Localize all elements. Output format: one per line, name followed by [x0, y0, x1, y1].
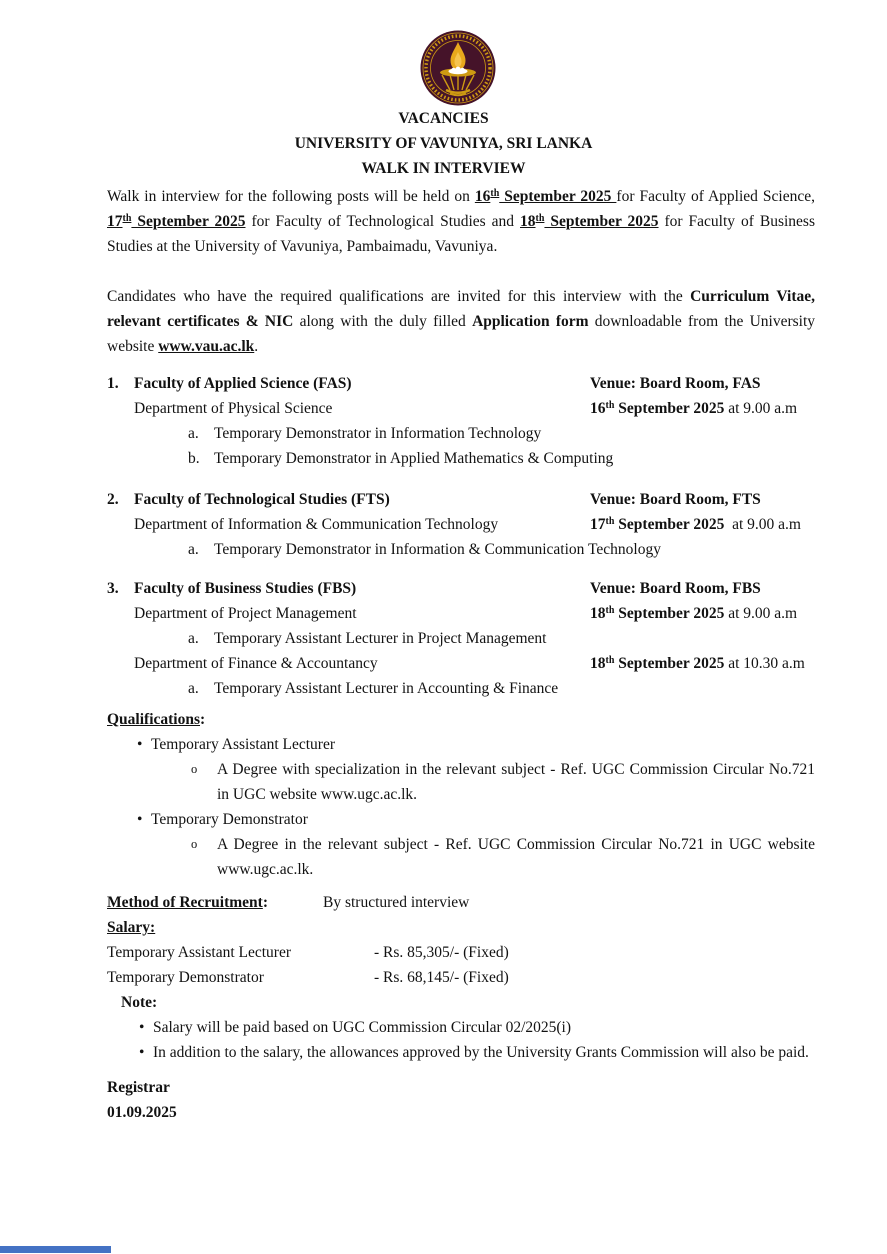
post-letter: a.	[188, 541, 199, 558]
bullet-dot-icon: •	[139, 1044, 145, 1061]
qualification-role-item	[137, 732, 815, 757]
post-item	[188, 446, 815, 471]
salary-amount: - Rs. 85,305/- (Fixed)	[374, 944, 509, 961]
faculty-block-applied-science	[107, 371, 815, 471]
post-title: Temporary Assistant Lecturer in Project Management	[214, 630, 547, 647]
post-item	[188, 537, 815, 562]
post-title: Temporary Demonstrator in Information & Communication Technology	[214, 541, 661, 558]
qualification-detail-item	[191, 757, 815, 807]
faculty-number: 1.	[107, 375, 119, 392]
department-name: Department of Project Management	[134, 605, 357, 622]
university-website-link[interactable]: www.vau.ac.lk	[158, 338, 255, 355]
qualification-role-item	[137, 807, 815, 832]
footer-accent-bar	[0, 1246, 111, 1253]
post-letter: a.	[188, 425, 199, 442]
qualification-detail: A Degree in the relevant subject - Ref. UGC Commission Circular No.721 in UGC website www.ugc.ac.lk.	[217, 836, 815, 878]
faculty-block-technological-studies	[107, 487, 815, 562]
notice-date: 01.09.2025	[107, 1104, 177, 1121]
post-title: Temporary Demonstrator in Information Technology	[214, 425, 542, 442]
bullet-circle-icon: o	[191, 837, 198, 851]
note-item	[139, 1015, 815, 1040]
header	[0, 106, 887, 181]
qualification-role: Temporary Demonstrator	[151, 811, 308, 828]
university-name: UNIVERSITY OF VAVUNIYA, SRI LANKA	[294, 135, 593, 152]
note-text: In addition to the salary, the allowances approved by the University Grants Commission will also be paid.	[153, 1044, 809, 1061]
salary-section	[107, 915, 815, 1065]
post-item	[188, 676, 815, 701]
post-title: Temporary Demonstrator in Applied Mathematics & Computing	[214, 450, 614, 467]
vacancies-title: VACANCIES	[398, 110, 489, 127]
signature-block	[107, 1075, 815, 1125]
faculty-number: 3.	[107, 580, 119, 597]
invite-paragraph: Candidates who have the required qualifications are invited for this interview with the Curriculum Vitae, relevant certificates & NIC along with the duly filled Application form downloadable from the University website www.vau.ac.lk.	[107, 288, 816, 355]
bullet-dot-icon: •	[137, 811, 143, 828]
signatory-title: Registrar	[107, 1079, 170, 1096]
note-heading: Note:	[121, 994, 158, 1011]
method-heading: Method of Recruitment	[107, 894, 263, 911]
bullet-dot-icon: •	[139, 1019, 145, 1036]
note-item	[139, 1040, 815, 1065]
salary-role: Temporary Demonstrator	[107, 969, 264, 986]
salary-row	[107, 940, 815, 965]
salary-heading: Salary:	[107, 919, 156, 936]
qualifications-heading: Qualifications	[107, 711, 201, 728]
post-letter: a.	[188, 680, 199, 697]
faculty-block-business-studies	[107, 576, 815, 701]
qualifications-section	[107, 707, 815, 882]
university-crest-icon	[420, 30, 496, 106]
salary-row	[107, 965, 815, 990]
qualification-detail: A Degree with specialization in the relevant subject - Ref. UGC Commission Circular No.721 in UGC website www.ugc.ac.lk.	[217, 761, 815, 803]
qualification-role: Temporary Assistant Lecturer	[151, 736, 335, 753]
qualification-detail-item	[191, 832, 815, 882]
faculty-title: Faculty of Business Studies (FBS)	[134, 580, 357, 597]
note-text: Salary will be paid based on UGC Commission Circular 02/2025(i)	[153, 1019, 572, 1036]
faculty-venue: Venue: Board Room, FAS	[590, 375, 761, 392]
salary-amount: - Rs. 68,145/- (Fixed)	[374, 969, 509, 986]
salary-role: Temporary Assistant Lecturer	[107, 944, 291, 961]
post-item	[188, 626, 815, 651]
faculty-venue: Venue: Board Room, FBS	[590, 580, 761, 597]
faculty-title: Faculty of Applied Science (FAS)	[134, 375, 352, 392]
post-title: Temporary Assistant Lecturer in Accounting & Finance	[214, 680, 559, 697]
interview-datetime: 18th September 2025 at 9.00 a.m	[590, 605, 798, 622]
interview-datetime: 16th September 2025 at 9.00 a.m	[590, 400, 798, 417]
department-name: Department of Physical Science	[134, 400, 333, 417]
method-value: By structured interview	[323, 894, 470, 911]
intro-paragraph: Walk in interview for the following posts will be held on 16th September 2025 for Faculty of Applied Science, 17th September 2025 for Faculty of Technological Studies and 18th September 2025 for Faculty of Business Studies at the University of Vavuniya, Pambaimadu, Vavuniya.	[107, 188, 815, 255]
department-name: Department of Finance & Accountancy	[134, 655, 378, 672]
post-letter: b.	[188, 450, 200, 467]
interview-datetime: 18th September 2025 at 10.30 a.m	[590, 655, 805, 672]
method-of-recruitment-row	[107, 890, 815, 915]
qualifications-colon: :	[200, 711, 206, 728]
walk-in-interview-title: WALK IN INTERVIEW	[361, 160, 526, 177]
faculty-number: 2.	[107, 491, 119, 508]
department-name: Department of Information & Communication Technology	[134, 516, 499, 533]
faculty-venue: Venue: Board Room, FTS	[590, 491, 761, 508]
bullet-dot-icon: •	[137, 736, 143, 753]
interview-datetime: 17th September 2025 at 9.00 a.m	[590, 516, 801, 533]
bullet-circle-icon: o	[191, 762, 198, 776]
faculty-title: Faculty of Technological Studies (FTS)	[134, 491, 390, 508]
method-colon: :	[262, 894, 268, 911]
post-letter: a.	[188, 630, 199, 647]
post-item	[188, 421, 815, 446]
